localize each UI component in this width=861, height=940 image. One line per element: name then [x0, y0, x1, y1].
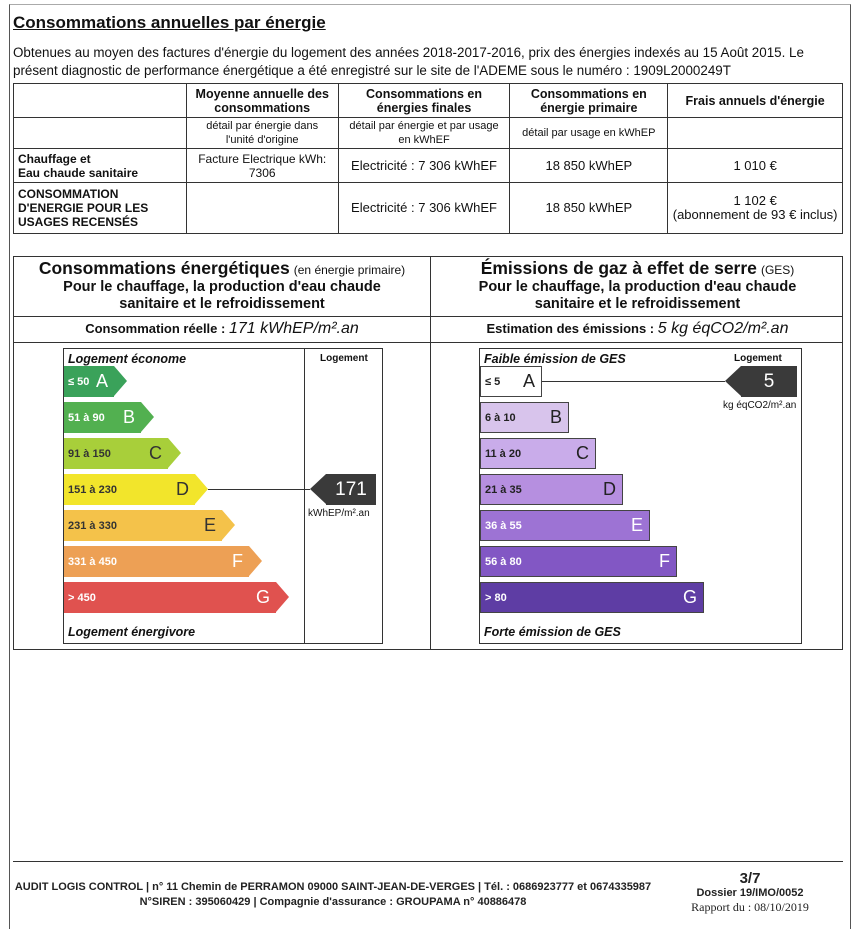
- ges-scale: [479, 348, 802, 644]
- energy-marker-value: 171: [326, 474, 376, 505]
- cell-moyenne: [186, 183, 338, 234]
- table-subheader-cell: détail par énergie et par usage en kWhEF: [338, 118, 510, 149]
- cell-finale: Electricité : 7 306 kWhEF: [338, 183, 510, 234]
- ges-band-range: 21 à 35: [485, 483, 522, 496]
- energy-band-range: ≤ 50: [68, 375, 90, 388]
- ges-band-letter: B: [549, 407, 562, 427]
- ges-band-g: [480, 582, 704, 613]
- energy-band-arrow-tip: [195, 474, 208, 504]
- energy-column-divider: [304, 349, 305, 643]
- footer-line-2: N°SIREN : 395060429 | Compagnie d'assurance : GROUPAMA n° 40886478: [139, 896, 527, 908]
- table-header-cell: [14, 84, 187, 118]
- energy-band-arrow-tip: [249, 546, 262, 576]
- energy-scale: [63, 348, 383, 644]
- energy-band-letter: D: [176, 479, 189, 499]
- cell-finale: Electricité : 7 306 kWhEF: [338, 149, 510, 183]
- ges-bottom-label: Forte émission de GES: [484, 625, 621, 639]
- cell-frais: 1 102 € (abonnement de 93 € inclus): [668, 183, 843, 234]
- energy-panel-title: [14, 260, 430, 313]
- energy-subtitle: Pour le chauffage, la production d'eau chaude sanitaire et le refroidissement: [63, 279, 381, 312]
- ges-band-letter: C: [576, 443, 589, 463]
- ges-band-range: 36 à 55: [485, 519, 522, 532]
- energy-bottom-label: Logement énergivore: [68, 625, 196, 639]
- energy-title-note: (en énergie primaire): [293, 263, 406, 277]
- ges-title-note: (GES): [760, 263, 795, 277]
- table-header-cell: Frais annuels d'énergie: [668, 84, 843, 118]
- page-number: 3/7: [739, 870, 761, 887]
- cell-frais: 1 010 €: [668, 149, 843, 183]
- energy-band-f: [64, 546, 249, 577]
- energy-band-arrow-tip: [276, 582, 289, 612]
- page-title: Consommations annuelles par énergie: [13, 13, 326, 32]
- energy-marker-unit: kWhEP/m².an: [308, 508, 370, 519]
- table-subheader-cell: détail par usage en kWhEP: [510, 118, 668, 149]
- energy-band-g: [64, 582, 276, 613]
- energy-band-letter: E: [203, 515, 216, 535]
- ges-band-letter: F: [659, 551, 670, 571]
- ges-band-e: [480, 510, 650, 541]
- energy-reading: [14, 320, 430, 338]
- table-row: [14, 149, 843, 183]
- table-subheader-row: [14, 118, 843, 149]
- table-subheader-cell: [14, 118, 187, 149]
- table-subheader-cell: détail par énergie dans l'unité d'origine: [186, 118, 338, 149]
- table-header-cell: Consommations en énergies finales: [338, 84, 510, 118]
- energy-marker-tip: [310, 474, 326, 504]
- energy-band-letter: B: [122, 407, 135, 427]
- energy-band-range: 231 à 330: [68, 519, 117, 532]
- ges-band-c: [480, 438, 596, 469]
- energy-band-arrow-tip: [114, 366, 127, 396]
- footer-page-info: [660, 872, 840, 914]
- ges-band-range: 56 à 80: [485, 555, 522, 568]
- energy-band-arrow-tip: [168, 438, 181, 468]
- row-label: Chauffage et Eau chaude sanitaire: [14, 149, 187, 183]
- ges-reading-value: 5 kg éqCO2/m².an: [657, 320, 789, 337]
- ges-band-a: [480, 366, 542, 397]
- energy-band-c: [64, 438, 168, 469]
- energy-band-letter: G: [255, 587, 270, 607]
- energy-band-a: [64, 366, 114, 397]
- energy-band-range: 331 à 450: [68, 555, 117, 568]
- ges-band-f: [480, 546, 677, 577]
- ges-band-d: [480, 474, 623, 505]
- ges-title: Émissions de gaz à effet de serre: [480, 258, 757, 278]
- report-date: Rapport du : 08/10/2019: [691, 900, 809, 914]
- ges-subtitle: Pour le chauffage, la production d'eau chaude sanitaire et le refroidissement: [478, 279, 797, 312]
- ges-band-range: 6 à 10: [485, 411, 516, 424]
- ges-band-range: > 80: [485, 591, 507, 604]
- table-row: [14, 183, 843, 234]
- energy-band-letter: F: [232, 551, 243, 571]
- footer-line-1: AUDIT LOGIS CONTROL | n° 11 Chemin de PERRAMON 09000 SAINT-JEAN-DE-VERGES | Tél. : 0686923777 et 0674335987: [14, 881, 652, 893]
- ges-band-letter: G: [682, 587, 697, 607]
- ges-reading: [431, 320, 844, 338]
- ges-band-range: 11 à 20: [485, 447, 522, 460]
- ges-top-label: Faible émission de GES: [484, 352, 626, 366]
- ges-column-label: Logement: [734, 353, 782, 364]
- energy-band-range: 51 à 90: [68, 411, 105, 424]
- table-header-row: [14, 84, 843, 118]
- ges-band-b: [480, 402, 569, 433]
- panel-divider: [14, 316, 843, 317]
- energy-top-label: Logement économe: [68, 352, 187, 366]
- footer-company: [13, 880, 653, 910]
- ges-marker-value: 5: [741, 366, 797, 397]
- consumption-table: [13, 83, 843, 234]
- ges-marker-tip: [725, 366, 741, 396]
- ges-marker-leader: [542, 381, 725, 382]
- energy-band-arrow-tip: [141, 402, 154, 432]
- energy-marker-leader: [208, 489, 310, 490]
- energy-reading-label: Consommation réelle :: [85, 321, 226, 336]
- energy-band-range: 91 à 150: [68, 447, 111, 460]
- energy-band-b: [64, 402, 141, 433]
- row-label: CONSOMMATION D'ENERGIE POUR LES USAGES RECENSÉS: [14, 183, 187, 234]
- energy-column-label: Logement: [320, 353, 368, 364]
- dossier-number: Dossier 19/IMO/0052: [696, 887, 804, 899]
- table-header-cell: Moyenne annuelle des consommations: [186, 84, 338, 118]
- cell-primaire: 18 850 kWhEP: [510, 183, 668, 234]
- energy-band-letter: C: [149, 443, 162, 463]
- energy-band-range: > 450: [68, 591, 96, 604]
- energy-title: Consommations énergétiques: [38, 258, 290, 278]
- table-header-cell: Consommations en énergie primaire: [510, 84, 668, 118]
- ges-band-range: ≤ 5: [485, 375, 501, 388]
- energy-reading-value: 171 kWhEP/m².an: [228, 320, 359, 337]
- ges-panel-title: [431, 260, 844, 313]
- energy-band-d: [64, 474, 195, 505]
- ges-reading-label: Estimation des émissions :: [486, 321, 655, 336]
- energy-band-arrow-tip: [222, 510, 235, 540]
- labels-panel: [13, 256, 843, 650]
- cell-moyenne: Facture Electrique kWh: 7306: [186, 149, 338, 183]
- footer-divider: [13, 861, 843, 862]
- energy-band-letter: A: [95, 371, 108, 391]
- ges-marker-unit: kg éqCO2/m².an: [723, 400, 797, 411]
- panel-divider: [14, 342, 843, 343]
- energy-band-range: 151 à 230: [68, 483, 117, 496]
- ges-band-letter: E: [630, 515, 643, 535]
- ges-band-letter: A: [522, 371, 535, 391]
- cell-primaire: 18 850 kWhEP: [510, 149, 668, 183]
- ges-band-letter: D: [603, 479, 616, 499]
- intro-text: Obtenues au moyen des factures d'énergie du logement des années 2018-2017-2016, prix des énergies indexés au 15 Août 2015. Le présent diagnostic de performance énergétique a été enregistré sur le site de l'ADEME sous le numéro : 1909L2000249T: [13, 45, 804, 78]
- table-subheader-cell: [668, 118, 843, 149]
- energy-band-e: [64, 510, 222, 541]
